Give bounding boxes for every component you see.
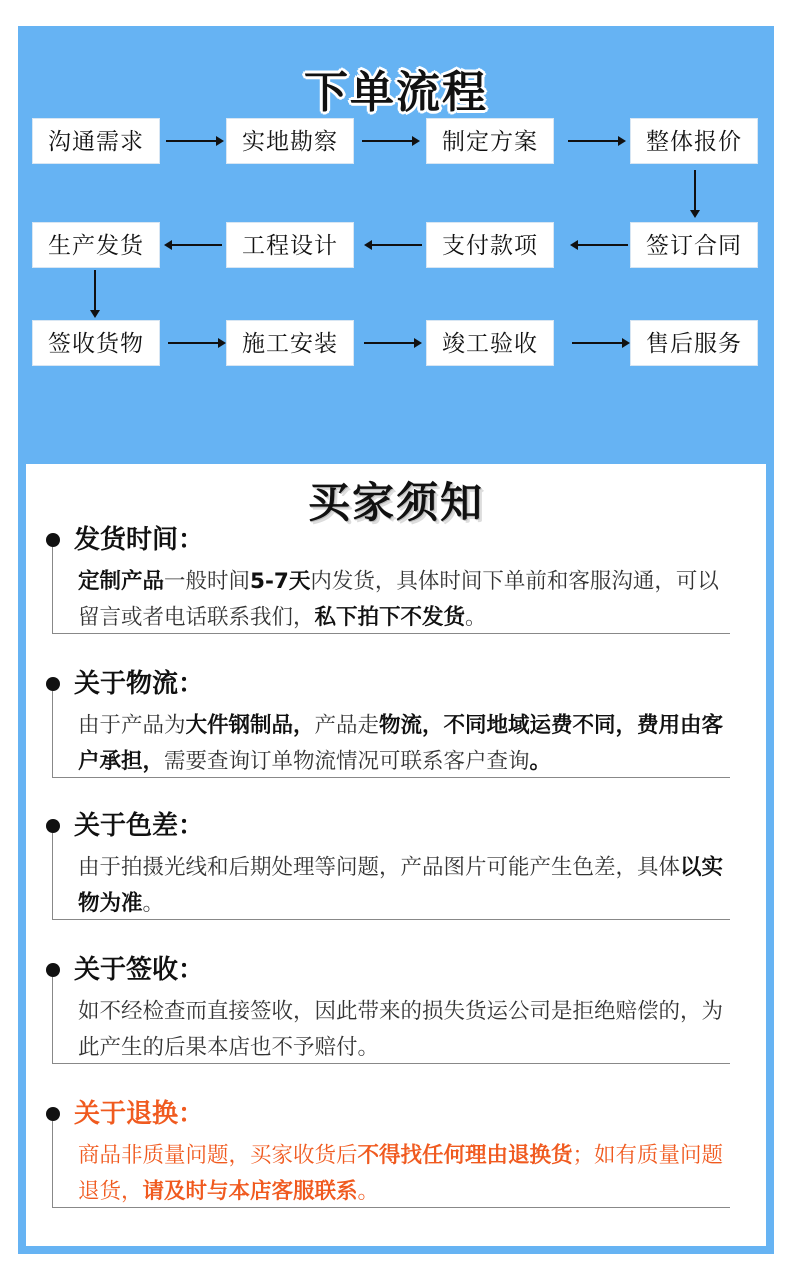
section-heading: 关于色差： [74,811,205,841]
buyer-notice-panel [26,464,766,1246]
step-9: 签收货物 [32,320,160,366]
emphasis-text: 以实物为准 [78,855,724,916]
section-returns [26,1094,766,1214]
section-logistics [26,664,766,784]
step-11: 竣工验收 [426,320,554,366]
arrow-left-icon [570,238,628,252]
arrow-left-icon [164,238,222,252]
emphasis-text: 定制产品 [78,569,165,594]
notice-title: 买家须知 [307,478,484,527]
body-text: 如不经检查而直接签收，因此带来的损失货运公司是拒绝赔偿的，为此产生的后果本店也不予赔付。 [78,999,724,1060]
body-text: 一般时间 [164,569,251,594]
step-5: 签订合同 [630,222,758,268]
emphasis-text: 5-7天 [250,569,311,594]
arrow-down-icon [88,270,102,318]
section-color-difference [26,806,766,926]
body-text: 。 [357,1179,380,1204]
section-body [78,1138,728,1210]
section-receipt [26,950,766,1070]
step-3: 制定方案 [426,118,554,164]
section-body [78,708,728,780]
section-heading: 发货时间： [74,525,205,555]
emphasis-text: 。 [529,749,552,774]
body-text: 由于拍摄光线和后期处理等问题，产品图片可能产生色差，具体 [78,855,681,880]
step-6: 支付款项 [426,222,554,268]
body-text: ；如有质量问题退货， [78,1143,724,1204]
step-7: 工程设计 [226,222,354,268]
arrow-right-icon [362,134,420,148]
arrow-down-icon [688,170,702,218]
section-heading: 关于物流： [74,669,205,699]
arrow-right-icon [168,336,226,350]
body-text: 需要查询订单物流情况可联系客户查询 [164,749,530,774]
section-heading: 关于退换： [74,1099,205,1129]
body-text: 内发货，具体时间下单前和客服沟通，可以留言或者电话联系我们， [78,569,719,630]
arrow-right-icon [568,134,626,148]
arrow-left-icon [364,238,422,252]
order-flow-panel [18,26,774,1254]
section-body [78,994,728,1066]
arrow-right-icon [166,134,224,148]
bullet-dot-icon [46,963,60,977]
body-text: 由于产品为 [78,713,186,738]
arrow-right-icon [572,336,630,350]
body-text: 。 [142,891,165,916]
emphasis-text: 请及时与本店客服联系 [142,1179,358,1204]
step-8: 生产发货 [32,222,160,268]
flow-title: 下单流程 [304,67,488,118]
step-12: 售后服务 [630,320,758,366]
section-shipping-time [26,520,766,640]
step-2: 实地勘察 [226,118,354,164]
step-1: 沟通需求 [32,118,160,164]
bullet-dot-icon [46,1107,60,1121]
body-text: 商品非质量问题，买家收货后 [78,1143,358,1168]
body-text: 产品走 [314,713,380,738]
body-text: 。 [465,605,487,630]
step-4: 整体报价 [630,118,758,164]
section-heading: 关于签收： [74,955,205,985]
section-body [78,850,728,922]
step-10: 施工安装 [226,320,354,366]
arrow-right-icon [364,336,422,350]
bullet-dot-icon [46,533,60,547]
emphasis-text: 大件钢制品， [185,713,315,738]
bullet-dot-icon [46,819,60,833]
emphasis-text: 私下拍下不发货 [314,605,466,630]
emphasis-text: 物流，不同地域运费不同，费用由客户承担， [78,713,724,774]
bullet-dot-icon [46,677,60,691]
emphasis-text: 不得找任何理由退换货 [357,1143,573,1168]
section-body [78,564,728,636]
